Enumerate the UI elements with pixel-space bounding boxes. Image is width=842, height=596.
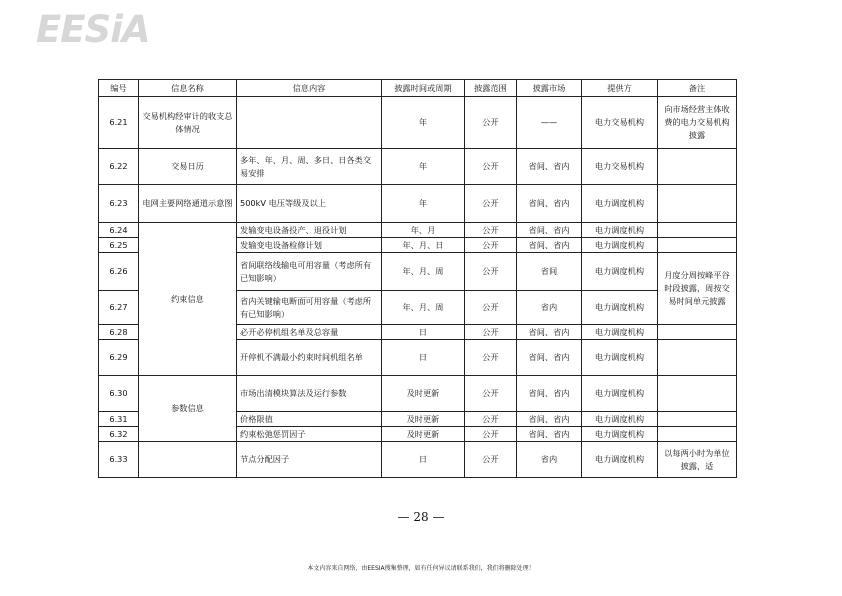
- col-header-scope: 披露范围: [465, 80, 517, 97]
- eesia-logo: EESiA: [36, 8, 150, 51]
- cell-market: 省间、省内: [517, 412, 582, 427]
- cell-scope: 公开: [465, 185, 517, 223]
- cell-note: [658, 325, 737, 340]
- cell-name: 交易机构经审计的收支总体情况: [139, 97, 237, 149]
- cell-note: [658, 376, 737, 412]
- cell-period: 年、月、周: [382, 253, 465, 291]
- cell-market: ——: [517, 97, 582, 149]
- cell-no: 6.27: [99, 291, 139, 325]
- cell-market: 省内: [517, 442, 582, 478]
- cell-market: 省间、省内: [517, 149, 582, 185]
- table-row: [99, 376, 737, 412]
- col-header-content: 信息内容: [237, 80, 382, 97]
- cell-period: 年、月: [382, 223, 465, 238]
- cell-no: 6.25: [99, 238, 139, 253]
- cell-name: [139, 442, 237, 478]
- col-header-provider: 提供方: [582, 80, 658, 97]
- cell-no: 6.31: [99, 412, 139, 427]
- cell-provider: 电力调度机构: [582, 340, 658, 376]
- cell-note: [658, 185, 737, 223]
- group-constraint-info: 约束信息: [139, 223, 237, 376]
- cell-scope: 公开: [465, 238, 517, 253]
- cell-content: 500kV 电压等级及以上: [237, 185, 382, 223]
- cell-provider: 电力交易机构: [582, 97, 658, 149]
- cell-period: 年: [382, 149, 465, 185]
- cell-no: 6.32: [99, 427, 139, 442]
- cell-scope: 公开: [465, 427, 517, 442]
- cell-period: 年: [382, 97, 465, 149]
- cell-market: 省间、省内: [517, 223, 582, 238]
- table-row: [99, 442, 737, 478]
- cell-content: 市场出清模块算法及运行参数: [237, 376, 382, 412]
- cell-scope: 公开: [465, 376, 517, 412]
- cell-market: 省间、省内: [517, 340, 582, 376]
- cell-scope: 公开: [465, 325, 517, 340]
- cell-scope: 公开: [465, 442, 517, 478]
- cell-content: 必开必停机组名单及总容量: [237, 325, 382, 340]
- group-param-info: 参数信息: [139, 376, 237, 442]
- table-row: [99, 97, 737, 149]
- cell-content: 价格限值: [237, 412, 382, 427]
- cell-market: 省间、省内: [517, 185, 582, 223]
- cell-period: 日: [382, 340, 465, 376]
- cell-scope: 公开: [465, 223, 517, 238]
- cell-scope: 公开: [465, 291, 517, 325]
- cell-content: 节点分配因子: [237, 442, 382, 478]
- cell-market: 省间: [517, 253, 582, 291]
- cell-note: [658, 238, 737, 253]
- cell-provider: 电力调度机构: [582, 442, 658, 478]
- cell-period: 及时更新: [382, 427, 465, 442]
- cell-no: 6.22: [99, 149, 139, 185]
- cell-note: [658, 223, 737, 238]
- cell-period: 日: [382, 442, 465, 478]
- cell-scope: 公开: [465, 97, 517, 149]
- col-header-market: 披露市场: [517, 80, 582, 97]
- col-header-note: 备注: [658, 80, 737, 97]
- cell-provider: 电力调度机构: [582, 376, 658, 412]
- cell-no: 6.29: [99, 340, 139, 376]
- cell-no: 6.30: [99, 376, 139, 412]
- cell-no: 6.26: [99, 253, 139, 291]
- cell-content: [237, 97, 382, 149]
- cell-content: 发输变电设备投产、退役计划: [237, 223, 382, 238]
- cell-content: 约束松弛惩罚因子: [237, 427, 382, 442]
- cell-provider: 电力调度机构: [582, 412, 658, 427]
- cell-market: 省间、省内: [517, 325, 582, 340]
- table-row: [99, 149, 737, 185]
- cell-content: 省间联络线输电可用容量（考虑所有已知影响）: [237, 253, 382, 291]
- cell-note: [658, 149, 737, 185]
- cell-note: [658, 427, 737, 442]
- cell-provider: 电力调度机构: [582, 223, 658, 238]
- cell-note: 以每两小时为单位披露，适: [658, 442, 737, 478]
- cell-market: 省间、省内: [517, 238, 582, 253]
- cell-name: 交易日历: [139, 149, 237, 185]
- cell-provider: 电力调度机构: [582, 253, 658, 291]
- cell-period: 年、月、周: [382, 291, 465, 325]
- cell-no: 6.23: [99, 185, 139, 223]
- table-row: [99, 185, 737, 223]
- cell-provider: 电力调度机构: [582, 427, 658, 442]
- cell-no: 6.21: [99, 97, 139, 149]
- cell-period: 及时更新: [382, 412, 465, 427]
- cell-market: 省内: [517, 291, 582, 325]
- cell-provider: 电力调度机构: [582, 291, 658, 325]
- table-header-row: [99, 80, 737, 97]
- cell-no: 6.28: [99, 325, 139, 340]
- cell-provider: 电力调度机构: [582, 185, 658, 223]
- cell-no: 6.24: [99, 223, 139, 238]
- cell-content: 发输变电设备检修计划: [237, 238, 382, 253]
- cell-scope: 公开: [465, 412, 517, 427]
- cell-scope: 公开: [465, 340, 517, 376]
- cell-note: [658, 340, 737, 376]
- cell-period: 年: [382, 185, 465, 223]
- col-header-name: 信息名称: [139, 80, 237, 97]
- cell-provider: 电力调度机构: [582, 325, 658, 340]
- cell-period: 日: [382, 325, 465, 340]
- cell-no: 6.33: [99, 442, 139, 478]
- cell-scope: 公开: [465, 253, 517, 291]
- cell-content: 开停机不满最小约束时间机组名单: [237, 340, 382, 376]
- cell-note: 向市场经营主体收费的电力交易机构披露: [658, 97, 737, 149]
- table-row: [99, 223, 737, 238]
- cell-provider: 电力交易机构: [582, 149, 658, 185]
- cell-content: 省内关键输电断面可用容量（考虑所有已知影响）: [237, 291, 382, 325]
- cell-name: 电网主要网络通道示意图: [139, 185, 237, 223]
- cell-market: 省间、省内: [517, 427, 582, 442]
- cell-note: [658, 412, 737, 427]
- col-header-no: 编号: [99, 80, 139, 97]
- col-header-period: 披露时间或周期: [382, 80, 465, 97]
- cell-content: 多年、年、月、周、多日、日各类交易安排: [237, 149, 382, 185]
- cell-note-merged: 月度分周按峰平谷时段披露，周按交易时间单元披露: [658, 253, 737, 325]
- info-disclosure-table: [98, 79, 737, 478]
- cell-market: 省间、省内: [517, 376, 582, 412]
- page-number: — 28 —: [397, 510, 445, 524]
- footer-disclaimer: 本文内容来自网络，由EESIA搜集整理，如有任何异议请联系我们，我们将删除处理！: [307, 565, 535, 572]
- cell-period: 年、月、日: [382, 238, 465, 253]
- cell-provider: 电力调度机构: [582, 238, 658, 253]
- cell-scope: 公开: [465, 149, 517, 185]
- cell-period: 及时更新: [382, 376, 465, 412]
